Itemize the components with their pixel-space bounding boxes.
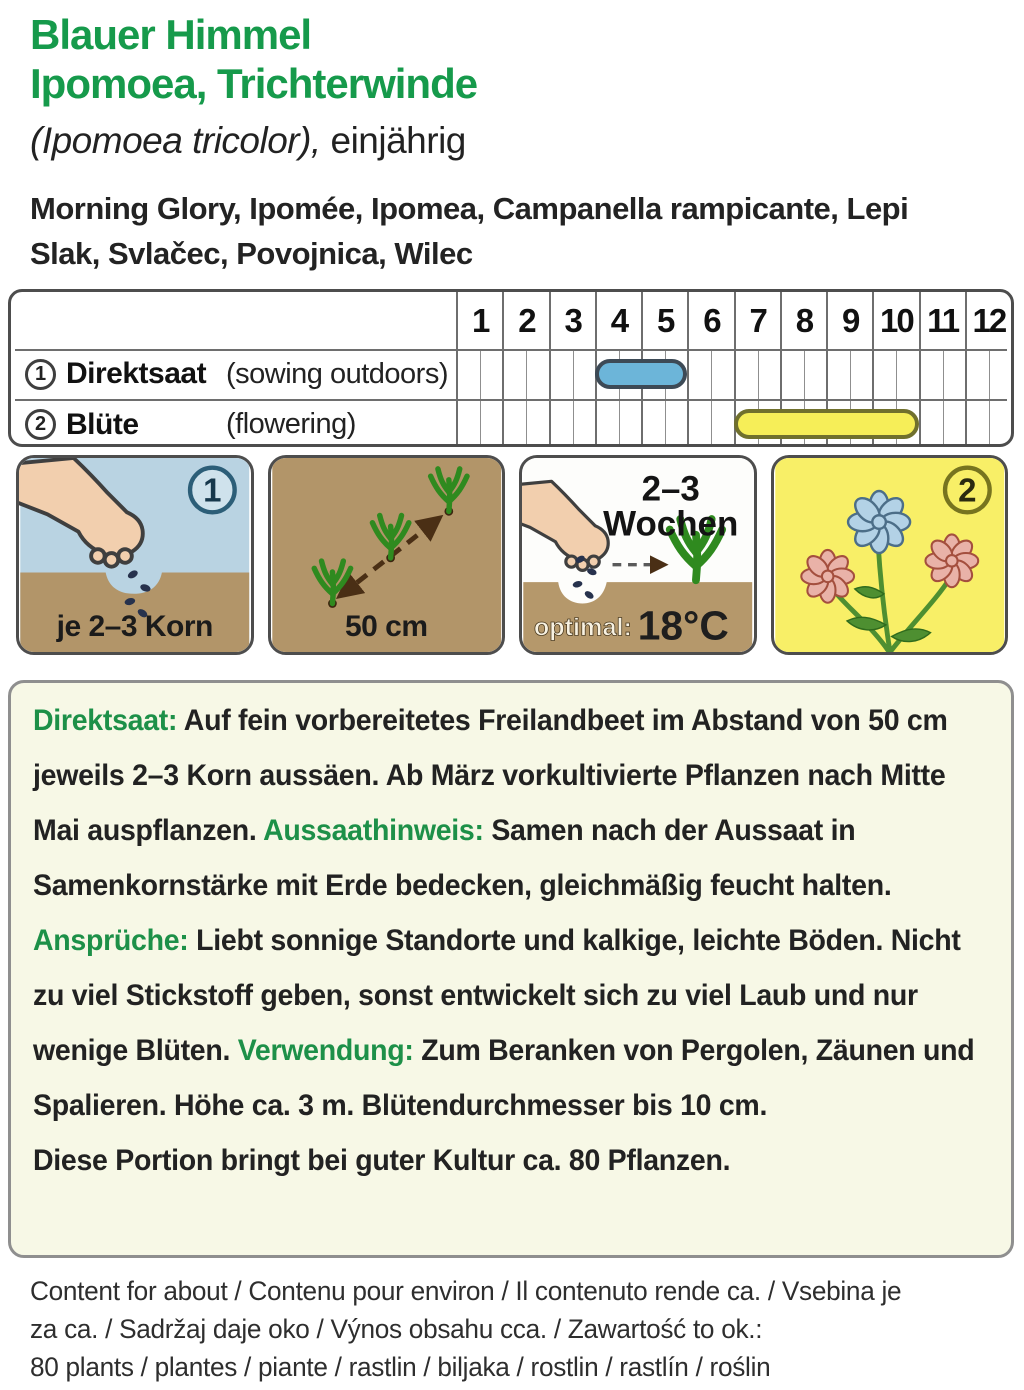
month-number: 5 bbox=[656, 301, 674, 339]
calendar-row-bluete bbox=[25, 399, 455, 447]
month-number: 12 bbox=[972, 301, 1006, 339]
flowers-icon bbox=[774, 458, 1006, 652]
annual-label: einjährig bbox=[320, 120, 466, 161]
footer-multilingual bbox=[30, 1272, 1020, 1386]
row-sublabel: (flowering) bbox=[226, 408, 356, 440]
month-number: 1 bbox=[471, 301, 489, 339]
yield-note: Diese Portion bringt bei guter Kultur ca. 80 Pflanzen. bbox=[33, 1144, 731, 1177]
month-number: 6 bbox=[703, 301, 720, 339]
calendar-period-bar bbox=[595, 359, 688, 389]
month-number: 3 bbox=[564, 301, 581, 339]
footer-line: 80 plants / plantes / piante / rastlin / biljaka / rostlin / rastlín / roślin bbox=[30, 1352, 771, 1382]
germination-duration-text: 2–3 bbox=[641, 469, 700, 509]
product-name: Blauer Himmel bbox=[30, 11, 312, 58]
description-keyword: Aussaathinweis: bbox=[263, 814, 484, 847]
month-number: 9 bbox=[841, 301, 859, 339]
month-column bbox=[502, 292, 548, 444]
row-label: Blüte bbox=[66, 407, 139, 441]
calendar-month-grid bbox=[456, 292, 1011, 444]
description-keyword: Verwendung: bbox=[237, 1034, 414, 1067]
botanical-name-line bbox=[30, 120, 990, 162]
month-column bbox=[456, 292, 502, 444]
month-number: 7 bbox=[749, 301, 766, 339]
description-keyword: Direktsaat: bbox=[33, 704, 178, 737]
pink-flower-icon bbox=[801, 550, 854, 603]
calendar-period-bar bbox=[734, 409, 919, 439]
pictogram-row bbox=[16, 455, 1008, 655]
sowing-pictogram bbox=[16, 455, 254, 655]
month-column bbox=[919, 292, 965, 444]
description-segment: Samen nach der Aussaat in Samenkornstärke mit Erde bedecken, gleichmäßig feucht halten. bbox=[33, 814, 892, 902]
month-number: 2 bbox=[518, 301, 535, 339]
calendar-row-direktsaat bbox=[25, 349, 455, 399]
month-number: 8 bbox=[795, 301, 813, 339]
spacing-caption: 50 cm bbox=[344, 610, 428, 643]
description-segment: Zum Beranken von Pergolen, Zäunen und Spalieren. Höhe ca. 3 m. Blütendurchmesser bis 10 cm. bbox=[33, 1034, 975, 1122]
description-text bbox=[33, 693, 994, 1133]
species-common-name: Ipomoea, Trichterwinde bbox=[30, 60, 478, 107]
sowing-caption: je 2–3 Korn bbox=[56, 610, 213, 643]
row-label: Direktsaat bbox=[66, 357, 207, 390]
germination-pictogram bbox=[519, 455, 757, 655]
international-names: Morning Glory, Ipomée, Ipomea, Campanella rampicante, Lepi Slak, Svlačec, Povojnica, Wilec bbox=[30, 191, 909, 271]
description-keyword: Ansprüche: bbox=[33, 924, 189, 957]
flowering-pictogram bbox=[771, 455, 1009, 655]
blue-flower-icon bbox=[848, 491, 910, 553]
description-box bbox=[8, 680, 1014, 1258]
svg-text:Wochen: Wochen bbox=[603, 504, 739, 544]
pink-flower-icon bbox=[925, 534, 978, 587]
header bbox=[30, 10, 990, 276]
month-number: 4 bbox=[610, 301, 628, 339]
sowing-calendar-table bbox=[8, 289, 1014, 447]
svg-text:2: 2 bbox=[957, 471, 977, 509]
month-column bbox=[549, 292, 595, 444]
footer-line: za ca. / Sadržaj daje oko / Výnos obsahu cca. / Zawartość to ok.: bbox=[30, 1314, 763, 1344]
month-number: 10 bbox=[880, 301, 913, 339]
optimal-label: optimal: bbox=[533, 613, 632, 642]
month-number: 11 bbox=[927, 301, 959, 339]
description-segment: Liebt sonnige Standorte und kalkige, leichte Böden. Nicht zu viel Stickstoff geben, sonst entwickelt sich zu viel Laub und nur wenige Blüten. bbox=[33, 924, 961, 1067]
latin-name: (Ipomoea tricolor), bbox=[30, 120, 321, 161]
germination-icon bbox=[522, 458, 754, 652]
step-2-badge: 2 bbox=[25, 409, 56, 440]
spacing-pictogram bbox=[268, 455, 506, 655]
svg-text:1: 1 bbox=[203, 471, 222, 509]
description-segment: Auf fein vorbereitetes Freilandbeet im Abstand von 50 cm jeweils 2–3 Korn aussäen. Ab März vorkultivierte Pflanzen nach Mitte Mai auspflanzen. bbox=[33, 704, 948, 847]
footer-line: Content for about / Contenu pour environ / Il contenuto rende ca. / Vsebina je bbox=[30, 1276, 902, 1306]
month-column bbox=[687, 292, 733, 444]
step-1-badge: 1 bbox=[25, 359, 56, 390]
row-sublabel: (sowing outdoors) bbox=[226, 357, 448, 390]
month-column bbox=[965, 292, 1011, 444]
optimal-temperature: 18°C bbox=[637, 602, 729, 649]
